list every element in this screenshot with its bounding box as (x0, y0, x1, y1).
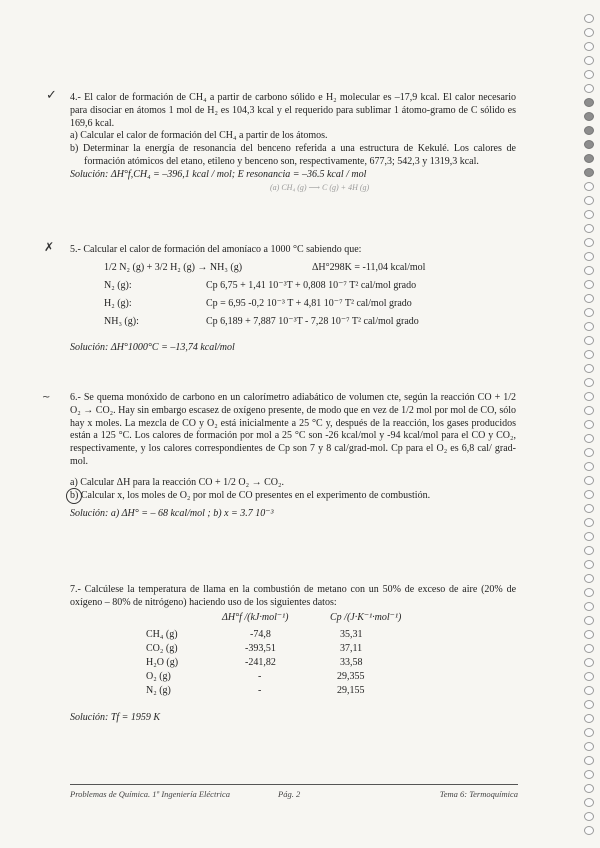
table-cell-cp: 29,355 (337, 671, 365, 682)
problem-4 (70, 92, 516, 192)
solution: Solución: a) ΔH° = – 68 kcal/mol ; b) x = 3.7 10⁻³ (70, 508, 274, 520)
binder-hole (584, 532, 594, 541)
binder-hole (584, 154, 594, 163)
binder-hole (584, 392, 594, 401)
table-cell-cp: 35,31 (340, 629, 363, 640)
solution: Solución: ΔH°f,CH₄ = –396,1 kcal / mol; E resonancia = –36.5 kcal / mol (70, 168, 367, 180)
cp-expression: Cp = 6,95 -0,2 10⁻³ T + 4,81 10⁻⁷ T² cal/mol grado (206, 298, 412, 309)
solution: Solución: ΔH°1000°C = –13,74 kcal/mol (70, 342, 235, 353)
binder-hole (584, 504, 594, 513)
binder-hole (584, 70, 594, 79)
reaction-enthalpy: ΔH°298K = -11,04 kcal/mol (312, 262, 426, 273)
binder-hole (584, 812, 594, 821)
binder-hole (584, 742, 594, 751)
binder-hole (584, 364, 594, 373)
cp-species: N₂ (g): (104, 280, 132, 291)
binder-hole (584, 238, 594, 247)
handwritten-note: (a) CH₄ (g) ⟶ C (g) + 4H (g) (270, 183, 370, 192)
binder-hole (584, 616, 594, 625)
problem-item-b: b) Determinar la energía de resonancia del benceno referida a una estructura de Kekulé. Los calores de formación atómicos del etano, etileno y benceno son, respectivamente, 677,3; 542,3 y 1319,3 kcal. (70, 143, 516, 167)
table-header-enthalpy: ΔH°f /(kJ·mol⁻¹) (222, 612, 289, 623)
binder-hole (584, 84, 594, 93)
binder-hole (584, 350, 594, 359)
table-cell-species: CO₂ (g) (146, 643, 178, 654)
binder-hole (584, 574, 594, 583)
cp-expression: Cp 6,189 + 7,887 10⁻³T - 7,28 10⁻⁷ T² cal/mol grado (206, 316, 419, 327)
binder-hole (584, 280, 594, 289)
binder-hole (584, 196, 594, 205)
binder-hole (584, 308, 594, 317)
binder-hole (584, 98, 594, 107)
problem-5 (70, 244, 516, 257)
binder-hole (584, 42, 594, 51)
problem-6 (70, 392, 516, 521)
problem-text: Calcúlese la temperatura de llama en la combustión de metano con un 50% de exceso de aire (20% de oxígeno – 80% de nitrógeno) haciendo uso de los siguientes datos: (70, 584, 517, 608)
check-mark-icon: ✗ (44, 240, 55, 254)
binder-hole (584, 560, 594, 569)
binder-hole (584, 182, 594, 191)
problem-number: 6.- (70, 392, 81, 403)
table-cell-enthalpy: - (258, 685, 262, 696)
binder-hole (584, 112, 594, 121)
binder-hole (584, 210, 594, 219)
binder-hole (584, 336, 594, 345)
binder-hole (584, 420, 594, 429)
table-cell-cp: 37,11 (340, 643, 363, 654)
circle-mark-icon (66, 488, 82, 504)
binder-hole (584, 546, 594, 555)
binder-hole (584, 56, 594, 65)
binder-hole (584, 630, 594, 639)
binder-hole (584, 462, 594, 471)
binder-hole (584, 406, 594, 415)
problem-text: Se quema monóxido de carbono en un calorímetro adiabático de volumen cte, según la reacción CO + 1/2 O₂ → CO₂. Hay sin embargo escasez de oxígeno presente, de modo que en vez de 1/2 mol por mol de CO, sólo hay x moles. La mezcla de CO y O₂ está inicialmente a 25 °C y, después de la reacción, los gases producidos están a 125 °C. Los calores de formación por mol a 25 °C son -26 kcal/mol y -94 kcal/mol para el CO y CO₂, respectivamente, y los calores correspondientes de Cp son 7 y 8 cal/grad-mol. Cp para el O₂ es 6,8 cal/ grad-mol. (70, 392, 517, 467)
binder-hole (584, 728, 594, 737)
cp-species: H₂ (g): (104, 298, 132, 309)
table-cell-cp: 29,155 (337, 685, 365, 696)
binder-hole (584, 784, 594, 793)
binder-hole (584, 798, 594, 807)
check-mark-icon: ✓ (46, 88, 57, 103)
cp-expression: Cp 6,75 + 1,41 10⁻³T + 0,808 10⁻⁷ T² cal/mol grado (206, 280, 417, 291)
table-cell-species: H₂O (g) (146, 657, 179, 668)
table-cell-cp: 33,58 (340, 657, 363, 668)
table-cell-species: O₂ (g) (146, 671, 171, 682)
binder-hole (584, 448, 594, 457)
binder-hole (584, 490, 594, 499)
binder-hole (584, 756, 594, 765)
binder-hole (584, 658, 594, 667)
binder-hole (584, 322, 594, 331)
reaction-equation: 1/2 N₂ (g) + 3/2 H₂ (g) → NH₃ (g) (104, 262, 243, 273)
binder-hole (584, 644, 594, 653)
binder-hole (584, 714, 594, 723)
binder-hole (584, 434, 594, 443)
binder-hole (584, 266, 594, 275)
footer-topic: Tema 6: Termoquímica (439, 789, 518, 799)
problem-7 (70, 584, 516, 610)
table-cell-species: N₂ (g) (146, 685, 171, 696)
solution: Solución: Tf = 1959 K (70, 712, 161, 723)
binder-hole (584, 294, 594, 303)
dash-mark-icon: ~ (42, 392, 51, 403)
table-cell-enthalpy: -241,82 (245, 657, 276, 668)
problem-number: 7.- (70, 584, 81, 595)
binder-hole (584, 126, 594, 135)
table-cell-enthalpy: - (258, 671, 262, 682)
cp-species: NH₃ (g): (104, 316, 139, 327)
binder-hole (584, 588, 594, 597)
table-cell-species: CH₄ (g) (146, 629, 178, 640)
binder-hole (584, 140, 594, 149)
problem-item-a: a) Calcular el calor de formación del CH₄ a partir de los átomos. (70, 130, 328, 142)
problem-text: El calor de formación de CH₄ a partir de carbono sólido e H₂ molecular es –17,9 kcal. El calor necesario para disociar en átomos 1 mol de H₂ es 104,3 kcal y el requerido para sublimar 1 átomo-gramo de C sólido es 169,6 kcal. (70, 92, 516, 129)
table-cell-enthalpy: -393,51 (245, 643, 276, 654)
problem-item-a: a) Calcular ΔH para la reacción CO + 1/2 O₂ → CO₂. (70, 476, 284, 488)
table-header-cp: Cp /(J·K⁻¹·mol⁻¹) (330, 612, 402, 623)
binder-hole (584, 602, 594, 611)
table-cell-enthalpy: -74,8 (250, 629, 271, 640)
binder-hole (584, 252, 594, 261)
binder-hole (584, 770, 594, 779)
binder-hole (584, 14, 594, 23)
spiral-binding (576, 0, 600, 848)
footer-page-number: Pág. 2 (278, 789, 301, 799)
binder-hole (584, 224, 594, 233)
binder-hole (584, 518, 594, 527)
problem-item-b-text: b) Calcular x, los moles de O₂ por mol de CO presentes en el experimento de combustión. (70, 489, 431, 501)
page-footer (70, 784, 518, 799)
problem-number: 4.- (70, 92, 81, 103)
footer-course: Problemas de Química. 1º Ingeniería Eléctrica (70, 789, 231, 799)
binder-hole (584, 28, 594, 37)
problem-text: Calcular el calor de formación del amoníaco a 1000 °C sabiendo que: (83, 244, 362, 255)
binder-hole (584, 686, 594, 695)
binder-hole (584, 378, 594, 387)
binder-hole (584, 826, 594, 835)
binder-hole (584, 672, 594, 681)
binder-hole (584, 476, 594, 485)
binder-hole (584, 168, 594, 177)
problem-number: 5.- (70, 244, 81, 255)
problem-item-b (70, 490, 516, 503)
binder-hole (584, 700, 594, 709)
